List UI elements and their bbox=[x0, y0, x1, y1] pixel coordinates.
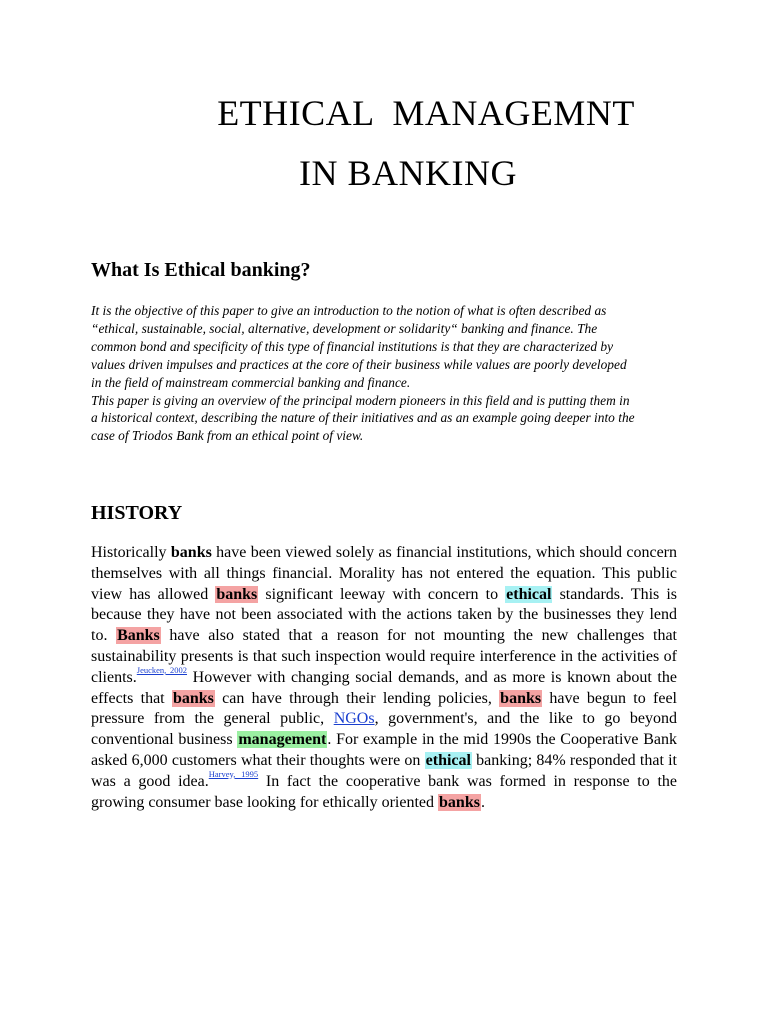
history-text: standards. This is because they have not been associated with the actions taken by the businesses they lend to. bbox=[91, 585, 677, 645]
citation-link-jeucken[interactable]: Jeucken, 2002 bbox=[136, 664, 188, 675]
ngos-link[interactable]: NGOs bbox=[333, 710, 375, 728]
intro-paragraph-1: It is the objective of this paper to give an introduction to the notion of what is often described as “ethical, sustainable, social, alternative, development or solidarity“ banking and finance. The common bond and specificity of this type of financial institutions is that they are characterized by values driven impulses and practices at the core of their business while values are poorly developed in the field of mainstream commercial banking and finance. bbox=[91, 303, 627, 390]
section-heading-history: HISTORY bbox=[91, 502, 183, 524]
history-text: . For example in the mid 1990s the Cooperative Bank asked 6,000 customers what their thoughts were on bbox=[91, 731, 677, 769]
document-title-line-1: ETHICAL MANAGEMNT bbox=[217, 93, 635, 133]
history-paragraph bbox=[91, 543, 677, 813]
document-title-line-2: IN BANKING bbox=[299, 153, 517, 193]
intro-paragraphs bbox=[91, 302, 636, 445]
highlight-management: management bbox=[238, 731, 327, 749]
intro-paragraph-2: This paper is giving an overview of the principal modern pioneers in this field and is putting them in a historical context, describing the nature of their initiatives and as an example going deeper into the case of Triodos Bank from an ethical point of view. bbox=[91, 392, 635, 444]
history-text: have also stated that a reason for not mounting the new challenges that sustainability presents is that such inspection would require interference in the activities of clients. bbox=[91, 627, 677, 686]
history-text: , government's, and the like to go beyond conventional business bbox=[91, 710, 678, 749]
highlight-banks: banks bbox=[500, 689, 542, 707]
keyword-banks: banks bbox=[170, 544, 212, 561]
history-text: have been viewed solely as financial institutions, which should concern themselves with all things financial. Morality has not entered the equation. This public view has allowed bbox=[91, 544, 678, 603]
highlight-ethical: ethical bbox=[506, 585, 552, 603]
history-text: In fact the cooperative bank was formed in response to the growing consumer base looking for ethically oriented bbox=[91, 772, 677, 811]
highlight-banks: banks bbox=[216, 585, 258, 603]
highlight-banks: banks bbox=[439, 793, 480, 811]
history-text: can have through their lending policies, bbox=[214, 689, 500, 707]
section-heading-what-is-ethical-banking: What Is Ethical banking? bbox=[91, 259, 311, 281]
history-text: significant leeway with concern to bbox=[258, 585, 506, 603]
history-text: banking; 84% responded that it was a good idea. bbox=[91, 751, 677, 790]
history-text: Historically bbox=[91, 544, 171, 561]
history-text: . bbox=[480, 793, 485, 811]
history-text: However with changing social demands, and as more is known about the effects that bbox=[91, 668, 677, 707]
highlight-ethical: ethical bbox=[425, 751, 471, 769]
history-text: have begun to feel pressure from the general public, bbox=[91, 689, 677, 728]
citation-link-harvey[interactable]: Harvey, 1995 bbox=[208, 768, 259, 779]
highlight-banks: Banks bbox=[117, 627, 160, 645]
highlight-banks: banks bbox=[172, 689, 214, 707]
